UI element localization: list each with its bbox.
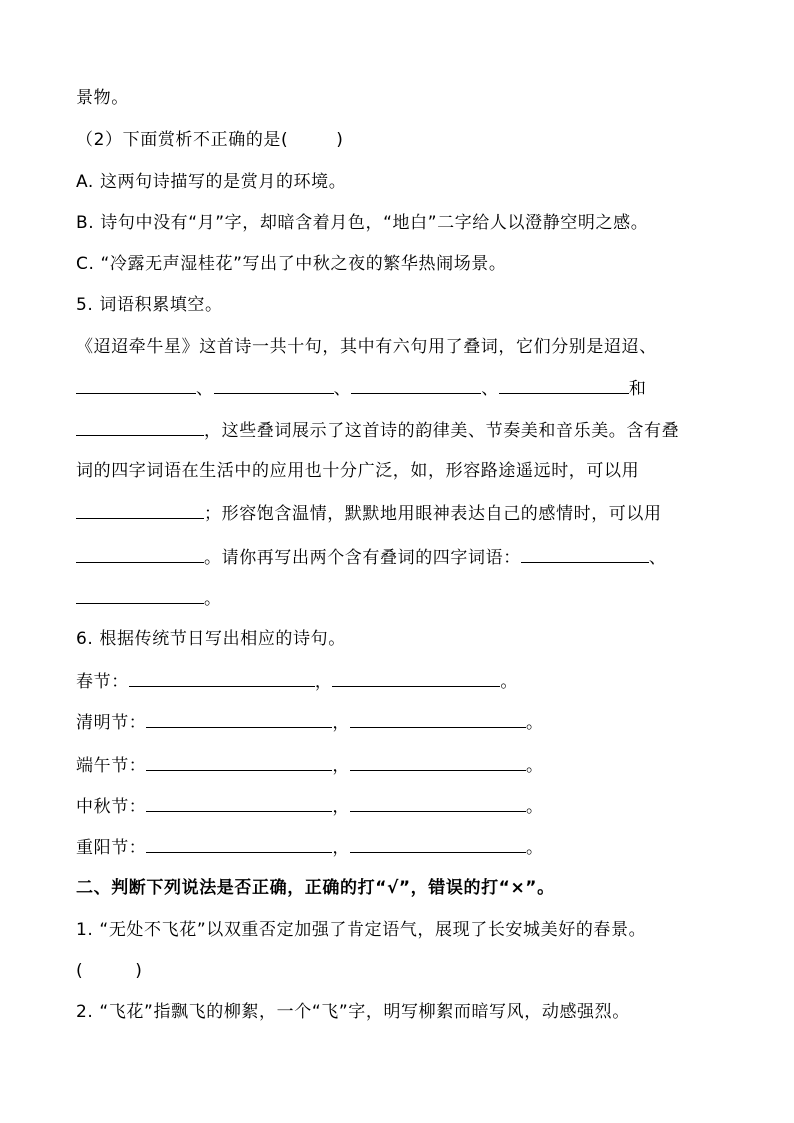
blank[interactable] bbox=[146, 836, 332, 853]
item-text: 2. “飞花”指飘飞的柳絮，一个“飞”字，明写柳絮而暗写风，动感强烈。 bbox=[76, 1002, 630, 1022]
stem-text: （2）下面赏析不正确的是( bbox=[76, 130, 289, 150]
blank[interactable] bbox=[214, 377, 334, 394]
text: 景物。 bbox=[76, 88, 129, 108]
paren-open: ( bbox=[76, 961, 84, 981]
festival-label: 重阳节： bbox=[76, 838, 147, 858]
blank[interactable] bbox=[76, 377, 196, 394]
comma: ， bbox=[332, 838, 351, 858]
question-5-blanks bbox=[76, 377, 646, 400]
blank[interactable] bbox=[350, 754, 526, 771]
blank[interactable] bbox=[76, 419, 204, 436]
section-2-heading bbox=[76, 877, 555, 899]
blank[interactable] bbox=[129, 670, 315, 687]
question-5-line bbox=[76, 419, 679, 442]
option-a-text: A. 这两句诗描写的是赏月的环境。 bbox=[76, 172, 347, 192]
paren-close: ) bbox=[135, 961, 143, 981]
heading-text: 二、判断下列说法是否正确，正确的打“√”，错误的打“×”。 bbox=[76, 878, 555, 898]
sep: 、 bbox=[196, 379, 214, 399]
period: 。 bbox=[526, 713, 544, 733]
option-b-text: B. 诗句中没有“月”字，却暗含着月色，“地白”二字给人以澄静空明之感。 bbox=[76, 213, 649, 233]
question-2-stem bbox=[76, 129, 343, 151]
question-5-line bbox=[76, 546, 666, 569]
comma: ， bbox=[332, 797, 351, 817]
period: 。 bbox=[204, 589, 222, 609]
line-text: ；形容饱含温情，默默地用眼神表达自己的感情时，可以用 bbox=[204, 504, 662, 524]
option-c bbox=[76, 253, 507, 275]
judge-item-1-answer bbox=[76, 960, 142, 982]
blank[interactable] bbox=[146, 754, 332, 771]
sep: 、 bbox=[333, 379, 352, 399]
title-text: 5. 词语积累填空。 bbox=[76, 295, 223, 315]
text-line bbox=[76, 87, 129, 109]
judge-item-1 bbox=[76, 919, 646, 941]
festival-label: 端午节： bbox=[76, 756, 147, 776]
blank[interactable] bbox=[76, 502, 204, 519]
blank[interactable] bbox=[499, 377, 629, 394]
blank[interactable] bbox=[351, 377, 481, 394]
blank[interactable] bbox=[350, 836, 526, 853]
festival-line-spring bbox=[76, 670, 518, 693]
question-5-line bbox=[76, 460, 639, 482]
line-text: 《迢迢牵牛星》这首诗一共十句，其中有六句用了叠词，它们分别是迢迢、 bbox=[76, 337, 657, 357]
festival-label: 清明节： bbox=[76, 713, 147, 733]
period: 。 bbox=[500, 672, 519, 692]
question-5-line bbox=[76, 502, 662, 525]
blank[interactable] bbox=[146, 711, 332, 728]
period: 。 bbox=[526, 756, 544, 776]
question-5-line bbox=[76, 336, 657, 358]
option-b bbox=[76, 212, 648, 234]
period: 。 bbox=[526, 797, 544, 817]
period: 。 bbox=[526, 838, 544, 858]
question-6-title bbox=[76, 628, 346, 650]
option-c-text: C. “冷露无声湿桂花”写出了中秋之夜的繁华热闹场景。 bbox=[76, 254, 507, 274]
blank[interactable] bbox=[76, 587, 204, 604]
item-text: 1. “无处不飞花”以双重否定加强了肯定语气，展现了长安城美好的春景。 bbox=[76, 920, 647, 940]
question-5-line bbox=[76, 587, 222, 610]
line-text: 。请你再写出两个含有叠词的四字词语： bbox=[204, 548, 521, 568]
and-text: 和 bbox=[628, 379, 647, 399]
festival-label: 中秋节： bbox=[76, 797, 147, 817]
sep: 、 bbox=[481, 379, 499, 399]
festival-label: 春节： bbox=[76, 672, 129, 692]
line-text: ，这些叠词展示了这首诗的韵律美、节奏美和音乐美。含有叠 bbox=[204, 421, 680, 441]
blank[interactable] bbox=[76, 546, 204, 563]
title-text: 6. 根据传统节日写出相应的诗句。 bbox=[76, 629, 346, 649]
blank[interactable] bbox=[332, 670, 500, 687]
blank[interactable] bbox=[146, 795, 332, 812]
festival-line-duanwu bbox=[76, 754, 544, 777]
festival-line-chongyang bbox=[76, 836, 544, 859]
comma: ， bbox=[314, 672, 333, 692]
option-a bbox=[76, 171, 346, 193]
line-text: 词的四字词语在生活中的应用也十分广泛，如，形容路途遥远时，可以用 bbox=[76, 461, 640, 481]
question-5-title bbox=[76, 294, 223, 316]
paren-close: ) bbox=[336, 130, 344, 150]
comma: ， bbox=[332, 756, 351, 776]
judge-item-2 bbox=[76, 1001, 630, 1023]
comma: ， bbox=[332, 713, 351, 733]
blank[interactable] bbox=[350, 711, 526, 728]
blank[interactable] bbox=[350, 795, 526, 812]
festival-line-midautumn bbox=[76, 795, 544, 818]
blank[interactable] bbox=[521, 546, 649, 563]
festival-line-qingming bbox=[76, 711, 544, 734]
sep: 、 bbox=[648, 548, 667, 568]
